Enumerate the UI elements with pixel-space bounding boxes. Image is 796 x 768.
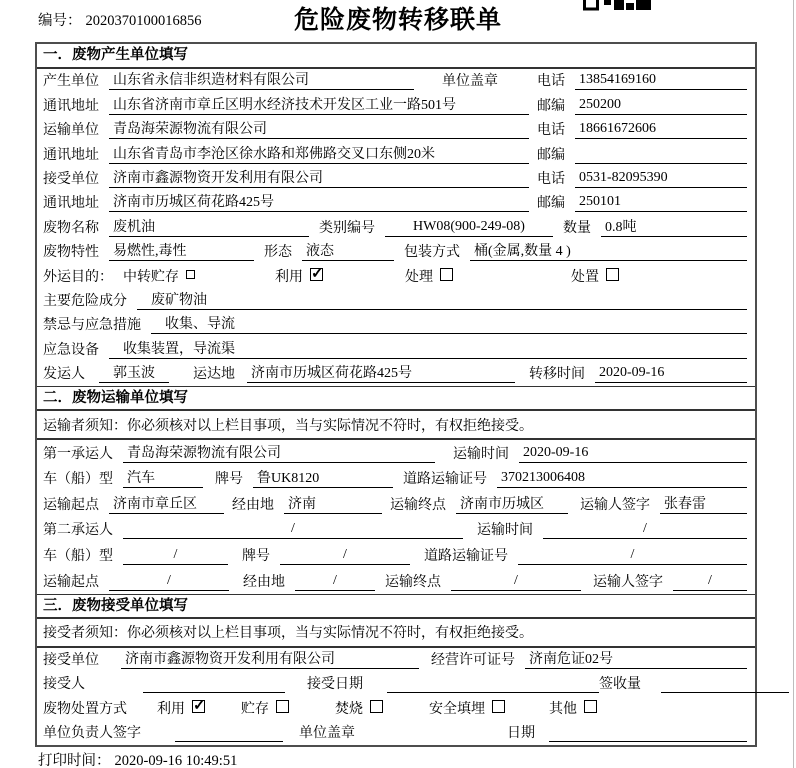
dispose-checkbox: [606, 268, 619, 281]
receiver-address-row: [37, 191, 755, 215]
packing-value: 桶(金属,数量 4 ): [470, 240, 747, 261]
chief-sign-value: [175, 724, 283, 742]
transporter-row: [37, 118, 755, 142]
producer-row: [37, 69, 755, 93]
waste-traits-value: 易燃性,毒性: [109, 240, 254, 261]
utilize-checkbox: [310, 268, 323, 281]
equipment-value: 收集装置，导流渠: [109, 338, 747, 359]
receiver-zip-value: 250101: [575, 194, 747, 212]
sign2-label: 运输人签字: [593, 574, 663, 590]
plate2-label: 牌号: [242, 549, 270, 565]
transporter-notice: 运输者须知：你必须核对以上栏目事项，当与实际情况不符时，有权拒绝接受。: [37, 411, 755, 440]
plate1-value: 鲁UK8120: [253, 467, 393, 488]
receiver-zip-label: 邮编: [537, 196, 565, 212]
carrier2-value: /: [123, 521, 463, 539]
page-edge-divider: [793, 0, 794, 768]
producer-label: 产生单位: [43, 74, 99, 90]
permit2-value: /: [518, 547, 747, 565]
transfer-time-value: 2020-09-16: [595, 365, 747, 383]
print-time-value: 2020-09-16 10:49:51: [114, 753, 238, 768]
receiver-label: 接受单位: [43, 171, 99, 187]
route2-row: [37, 568, 755, 594]
vehicle1-value: 汽车: [123, 467, 203, 488]
shipper-label: 发运人: [43, 367, 85, 383]
treat-checkbox: [440, 268, 453, 281]
transporter-label: 运输单位: [43, 123, 99, 139]
waste-traits-label: 废物特性: [43, 245, 99, 261]
transporter-value: 青岛海荣源物流有限公司: [109, 118, 529, 139]
producer-zip-value: 250200: [575, 97, 747, 115]
category-label: 类别编号: [319, 220, 375, 236]
receiver-address-value: 济南市历城区荷花路425号: [109, 191, 529, 212]
receiver-value: 济南市鑫源物资开发利用有限公司: [109, 167, 529, 188]
license-label: 经营许可证号: [431, 653, 515, 669]
receiver-row: [37, 167, 755, 191]
disposal-option-incinerate: 焚烧: [335, 698, 383, 718]
equipment-label: 应急设备: [43, 342, 99, 358]
via2-label: 经由地: [243, 574, 285, 590]
waste-traits-row: [37, 240, 755, 264]
manifest-form: [35, 42, 757, 747]
disposal-landfill-checkbox: [492, 700, 505, 713]
transporter-phone-label: 电话: [537, 123, 565, 139]
carrier1-value: 青岛海荣源物流有限公司: [123, 442, 435, 463]
transport-time1-value: 2020-09-16: [519, 445, 747, 463]
purpose-label: 外运目的：: [43, 269, 113, 285]
plate2-value: /: [280, 547, 410, 565]
permit1-label: 道路运输证号: [403, 472, 487, 488]
section3-body: [37, 619, 755, 746]
qr-code-fragment: [583, 0, 651, 11]
transfer-storage-checkbox: [186, 270, 195, 279]
disposal-label: 废物处置方式: [43, 701, 127, 717]
unit-seal-label: 单位盖章: [442, 74, 498, 90]
section3-header: 三．废物接受单位填写: [37, 594, 755, 619]
route1-row: [37, 491, 755, 517]
producer-phone-label: 电话: [537, 74, 565, 90]
vehicle1-label: 车（船）型: [43, 472, 113, 488]
disposal-other-checkbox: [584, 700, 597, 713]
producer-value: 山东省永信非织造材料有限公司: [109, 69, 414, 90]
quantity-value: 0.8吨: [601, 216, 747, 237]
receipt-qty-label: 签收量: [599, 677, 641, 693]
hazard-value: 废矿物油: [137, 289, 747, 310]
origin1-label: 运输起点: [43, 497, 99, 513]
acceptor-value: [143, 675, 285, 693]
accept-date-label: 接受日期: [307, 677, 363, 693]
hazard-row: [37, 289, 755, 313]
transporter-phone-value: 18661672606: [575, 121, 747, 139]
disposal-row: [37, 696, 755, 720]
disposal-incinerate-checkbox: [370, 700, 383, 713]
purpose-option-transfer-storage: 中转贮存: [123, 266, 195, 286]
origin1-value: 济南市章丘区: [109, 493, 224, 514]
purpose-option-treat: 处理: [405, 266, 453, 286]
plate1-label: 牌号: [215, 472, 243, 488]
taboo-label: 禁忌与应急措施: [43, 318, 141, 334]
disposal-store-checkbox: [276, 700, 289, 713]
transporter-address-label: 通讯地址: [43, 147, 99, 163]
purpose-option-utilize: 利用 ✓: [275, 266, 323, 286]
origin2-value: /: [109, 573, 229, 591]
transporter-zip-value: [575, 146, 747, 164]
via1-value: 济南: [284, 493, 382, 514]
transport-time2-value: /: [543, 521, 747, 539]
transporter-zip-label: 邮编: [537, 147, 565, 163]
end2-value: /: [451, 573, 581, 591]
shipper-value: 郭玉波: [99, 362, 169, 383]
disposal-option-landfill: 安全填埋: [429, 698, 505, 718]
taboo-row: [37, 313, 755, 337]
hazard-label: 主要危险成分: [43, 293, 127, 309]
date-value: [549, 724, 747, 742]
chief-sign-label: 单位负责人签字: [43, 726, 141, 742]
sign1-value: 张春雷: [660, 493, 747, 514]
accept-date-value: [387, 675, 599, 693]
origin2-label: 运输起点: [43, 574, 99, 590]
unit-seal2-label: 单位盖章: [299, 726, 355, 742]
purpose-row: [37, 264, 755, 288]
destination-label: 运达地: [193, 367, 235, 383]
doc-number-label: 编号：: [38, 13, 82, 29]
accept-unit-label: 接受单位: [43, 653, 99, 669]
producer-address-label: 通讯地址: [43, 98, 99, 114]
print-time: [38, 749, 237, 768]
shipper-row: [37, 362, 755, 386]
disposal-option-other: 其他: [549, 698, 597, 718]
receiver-notice: 接受者须知：你必须核对以上栏目事项，当与实际情况不符时，有权拒绝接受。: [37, 619, 755, 648]
end1-value: 济南市历城区: [456, 493, 568, 514]
disposal-option-store: 贮存: [241, 698, 289, 718]
permit2-label: 道路运输证号: [424, 549, 508, 565]
receiver-address-label: 通讯地址: [43, 196, 99, 212]
sign2-value: /: [673, 573, 747, 591]
waste-name-value: 废机油: [109, 216, 309, 237]
form-label: 形态: [264, 245, 292, 261]
waste-name-row: [37, 215, 755, 239]
date-label: 日期: [507, 726, 535, 742]
page-title: 危险废物转移联单: [293, 7, 502, 34]
category-value: HW08(900-249-08): [385, 219, 553, 237]
section1-body: [37, 69, 755, 386]
quantity-label: 数量: [563, 220, 591, 236]
producer-phone-value: 13854169160: [575, 72, 747, 90]
taboo-value: 收集、导流: [151, 313, 747, 334]
accept-unit-row: [37, 648, 755, 672]
carrier1-label: 第一承运人: [43, 446, 113, 462]
producer-zip-label: 邮编: [537, 98, 565, 114]
print-time-label: 打印时间：: [38, 753, 111, 768]
sign1-label: 运输人签字: [580, 497, 650, 513]
receiver-phone-value: 0531-82095390: [575, 170, 747, 188]
chief-sign-row: [37, 721, 755, 745]
via2-value: /: [295, 573, 375, 591]
vehicle2-row: [37, 542, 755, 568]
via1-label: 经由地: [232, 497, 274, 513]
doc-number-value: 2020370100016856: [85, 13, 202, 29]
end2-label: 运输终点: [385, 574, 441, 590]
permit1-value: 370213006408: [497, 470, 747, 488]
carrier2-row: [37, 517, 755, 543]
carrier1-row: [37, 440, 755, 466]
accept-unit-value: 济南市鑫源物资开发利用有限公司: [121, 648, 419, 669]
vehicle1-row: [37, 466, 755, 492]
section2-header: 二．废物运输单位填写: [37, 386, 755, 411]
license-value: 济南危证02号: [525, 648, 747, 669]
carrier2-label: 第二承运人: [43, 523, 113, 539]
purpose-option-dispose: 处置: [571, 266, 619, 286]
destination-value: 济南市历城区荷花路425号: [247, 362, 515, 383]
section2-body: [37, 411, 755, 594]
transfer-time-label: 转移时间: [529, 367, 585, 383]
form-value: 液态: [302, 240, 394, 261]
producer-address-row: [37, 93, 755, 117]
acceptor-row: [37, 672, 755, 696]
disposal-utilize-checkbox: [192, 700, 205, 713]
acceptor-label: 接受人: [43, 677, 85, 693]
transporter-address-row: [37, 142, 755, 166]
end1-label: 运输终点: [390, 497, 446, 513]
waste-name-label: 废物名称: [43, 220, 99, 236]
producer-address-value: 山东省济南市章丘区明水经济技术开发区工业一路501号: [109, 94, 529, 115]
transport-time2-label: 运输时间: [477, 523, 533, 539]
equipment-row: [37, 337, 755, 361]
packing-label: 包装方式: [404, 245, 460, 261]
transporter-address-value: 山东省青岛市李沧区徐水路和郑佛路交叉口东侧20米: [109, 143, 529, 164]
receipt-qty-value: [661, 675, 789, 693]
disposal-option-utilize: 利用 ✓: [157, 698, 205, 718]
section1-header: 一．废物产生单位填写: [37, 44, 755, 69]
receiver-phone-label: 电话: [537, 171, 565, 187]
vehicle2-value: /: [123, 547, 228, 565]
transport-time1-label: 运输时间: [453, 446, 509, 462]
vehicle2-label: 车（船）型: [43, 549, 113, 565]
